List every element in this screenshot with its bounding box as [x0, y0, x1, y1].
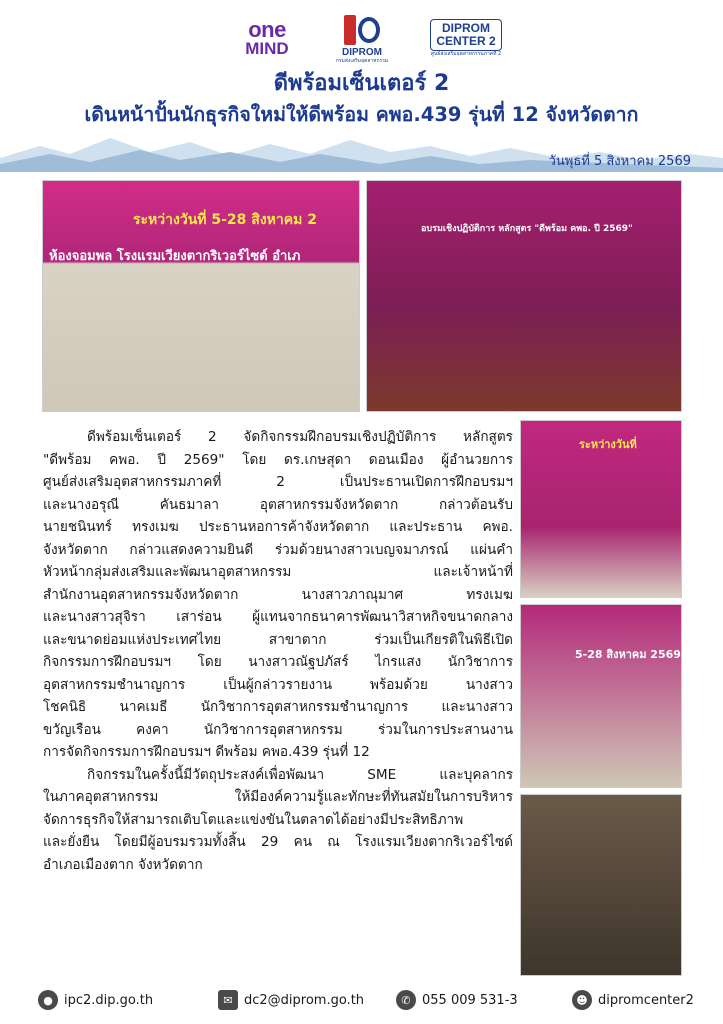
- photo-banner-text: ระหว่างวันที่ 5-28 สิงหาคม 2: [133, 212, 317, 228]
- onemind-logo-line1: one: [248, 16, 286, 42]
- phone-icon: ✆: [396, 990, 416, 1010]
- article-body: [43, 426, 513, 876]
- footer-facebook[interactable]: [572, 990, 694, 1010]
- photo-group-opening: [366, 180, 682, 412]
- center-logo-sub: ศูนย์ส่งเสริมอุตสาหกรรมภาคที่ 2: [430, 50, 502, 57]
- diprom-logo-name: DIPROM: [342, 46, 382, 58]
- footer-facebook-text: dipromcenter2: [598, 992, 694, 1008]
- photo-chamber-president: [520, 604, 682, 788]
- article-line: การจัดกิจกรรมการฝึกอบรมฯ ดีพร้อม คพอ.439 รุ่นที่ 12: [43, 744, 370, 760]
- article-line: และนางอรุณี คันธมาลา อุตสาหกรรมจังหวัดตาก กล่าวต้อนรับ: [43, 496, 513, 513]
- page-subtitle: เดินหน้าปั้นนักธุรกิจใหม่ให้ดีพร้อม คพอ.439 รุ่นที่ 12 จังหวัดตาก: [84, 103, 639, 126]
- article-line: กิจกรรมการฝึกอบรมฯ โดย นางสาวณัฐปภัสร์ ไกรแสง นักวิชาการ: [43, 654, 513, 670]
- mail-icon: ✉: [218, 990, 238, 1010]
- diprom-center2-logo: [424, 10, 508, 66]
- photo-welcome-speaker: [520, 420, 682, 598]
- article-line: หัวหน้ากลุ่มส่งเสริมและพัฒนาอุตสาหกรรม และเจ้าหน้าที่: [43, 564, 513, 580]
- footer-website[interactable]: [38, 990, 153, 1010]
- article-line: สำนักงานอุตสาหกรรมจังหวัดตาก นางสาวภาณุมาศ ทรงเมฆ: [43, 586, 513, 603]
- article-line: และยั่งยืน โดยมีผู้อบรมรวมทั้งสิ้น 29 คน ณ โรงแรมเวียงตากริเวอร์ไซด์: [43, 834, 513, 850]
- article-paragraph-2: [43, 764, 513, 877]
- globe-icon: ●: [38, 990, 58, 1010]
- user-icon: ☻: [572, 990, 592, 1010]
- footer-email-text: dc2@diprom.go.th: [244, 992, 365, 1008]
- photo-banner-text: อบรมเชิงปฏิบัติการ หลักสูตร "ดีพร้อม คพอ. ปี 2569": [421, 224, 633, 234]
- onemind-logo: [232, 10, 302, 66]
- article-line: ดีพร้อมเซ็นเตอร์ 2 จัดกิจกรรมฝึกอบรมเชิงปฏิบัติการ หลักสูตร: [87, 429, 513, 445]
- contact-footer: [0, 988, 723, 1016]
- article-line: และนางสาวสุจิรา เสาร่อน ผู้แทนจากธนาคารพัฒนาวิสาหกิจขนาดกลาง: [43, 609, 513, 625]
- photo-chairperson-speech: [42, 180, 360, 412]
- onemind-logo-line2: MIND: [245, 38, 289, 58]
- photo-banner-text: ห้องจอมพล โรงแรมเวียงตากริเวอร์ไซด์ อำเภ: [49, 249, 301, 264]
- article-line: จังหวัดตาก กล่าวแสดงความยินดี ร่วมด้วยนางสาวเบญจมาภรณ์ แผ่นคำ: [43, 541, 513, 558]
- article-line: กิจกรรมในครั้งนี้มีวัตถุประสงค์เพื่อพัฒนา SME และบุคลากร: [87, 766, 513, 783]
- article-line: "ดีพร้อม คพอ. ปี 2569" โดย ดร.เกษสุดา ดอนเมือง ผู้อำนวยการ: [43, 451, 513, 468]
- diprom-emblem-icon: [342, 13, 382, 47]
- logo-bar: [0, 10, 723, 66]
- article-line: ในภาคอุตสาหกรรม ให้มีองค์ความรู้และทักษะที่ทันสมัยในการบริหาร: [43, 789, 513, 805]
- photo-report-speaker: [520, 794, 682, 976]
- footer-phone[interactable]: [396, 990, 518, 1010]
- article-line: อุตสาหกรรมชำนาญการ เป็นผู้กล่าวรายงาน พร้อมด้วย นางสาว: [43, 676, 513, 693]
- article-line: โชคนิธิ นาคเมธี นักวิชาการอุตสาหกรรมชำนาญการ และนางสาว: [43, 699, 513, 715]
- page-title: ดีพร้อมเซ็นเตอร์ 2: [273, 71, 450, 96]
- footer-phone-text: 055 009 531-3: [422, 992, 518, 1008]
- article-line: ศูนย์ส่งเสริมอุตสาหกรรมภาคที่ 2 เป็นประธานเปิดการฝึกอบรมฯ: [43, 474, 513, 490]
- photo-banner-text: 5-28 สิงหาคม 2569: [575, 648, 681, 661]
- article-paragraph-1: [43, 426, 513, 764]
- diprom-logo: [322, 10, 402, 66]
- article-line: ขวัญเรือน คงคา นักวิชาการอุตสาหกรรม ร่วมในการประสานงาน: [43, 721, 513, 738]
- photo-banner-text: ระหว่างวันที่: [579, 438, 637, 451]
- diprom-logo-sub: กรมส่งเสริมอุตสาหกรรม: [335, 57, 389, 64]
- publish-date: วันพุธที่ 5 สิงหาคม 2569: [548, 154, 691, 169]
- footer-email[interactable]: [218, 990, 364, 1010]
- article-line: และขนาดย่อมแห่งประเทศไทย สาขาตาก ร่วมเป็นเกียรติในพิธีเปิด: [43, 631, 513, 648]
- center-logo-line2: CENTER 2: [436, 33, 496, 48]
- footer-website-text: ipc2.dip.go.th: [64, 992, 154, 1008]
- center-logo-line1: DIPROM: [442, 20, 490, 35]
- article-line: อำเภอเมืองตาก จังหวัดตาก: [43, 856, 203, 873]
- article-line: นายชนินทร์ ทรงเมฆ ประธานหอการค้าจังหวัดตาก และประธาน คพอ.: [43, 519, 513, 535]
- article-line: จัดการธุรกิจให้สามารถเติบโตและแข่งขันในตลาดได้อย่างมีประสิทธิภาพ: [43, 811, 464, 828]
